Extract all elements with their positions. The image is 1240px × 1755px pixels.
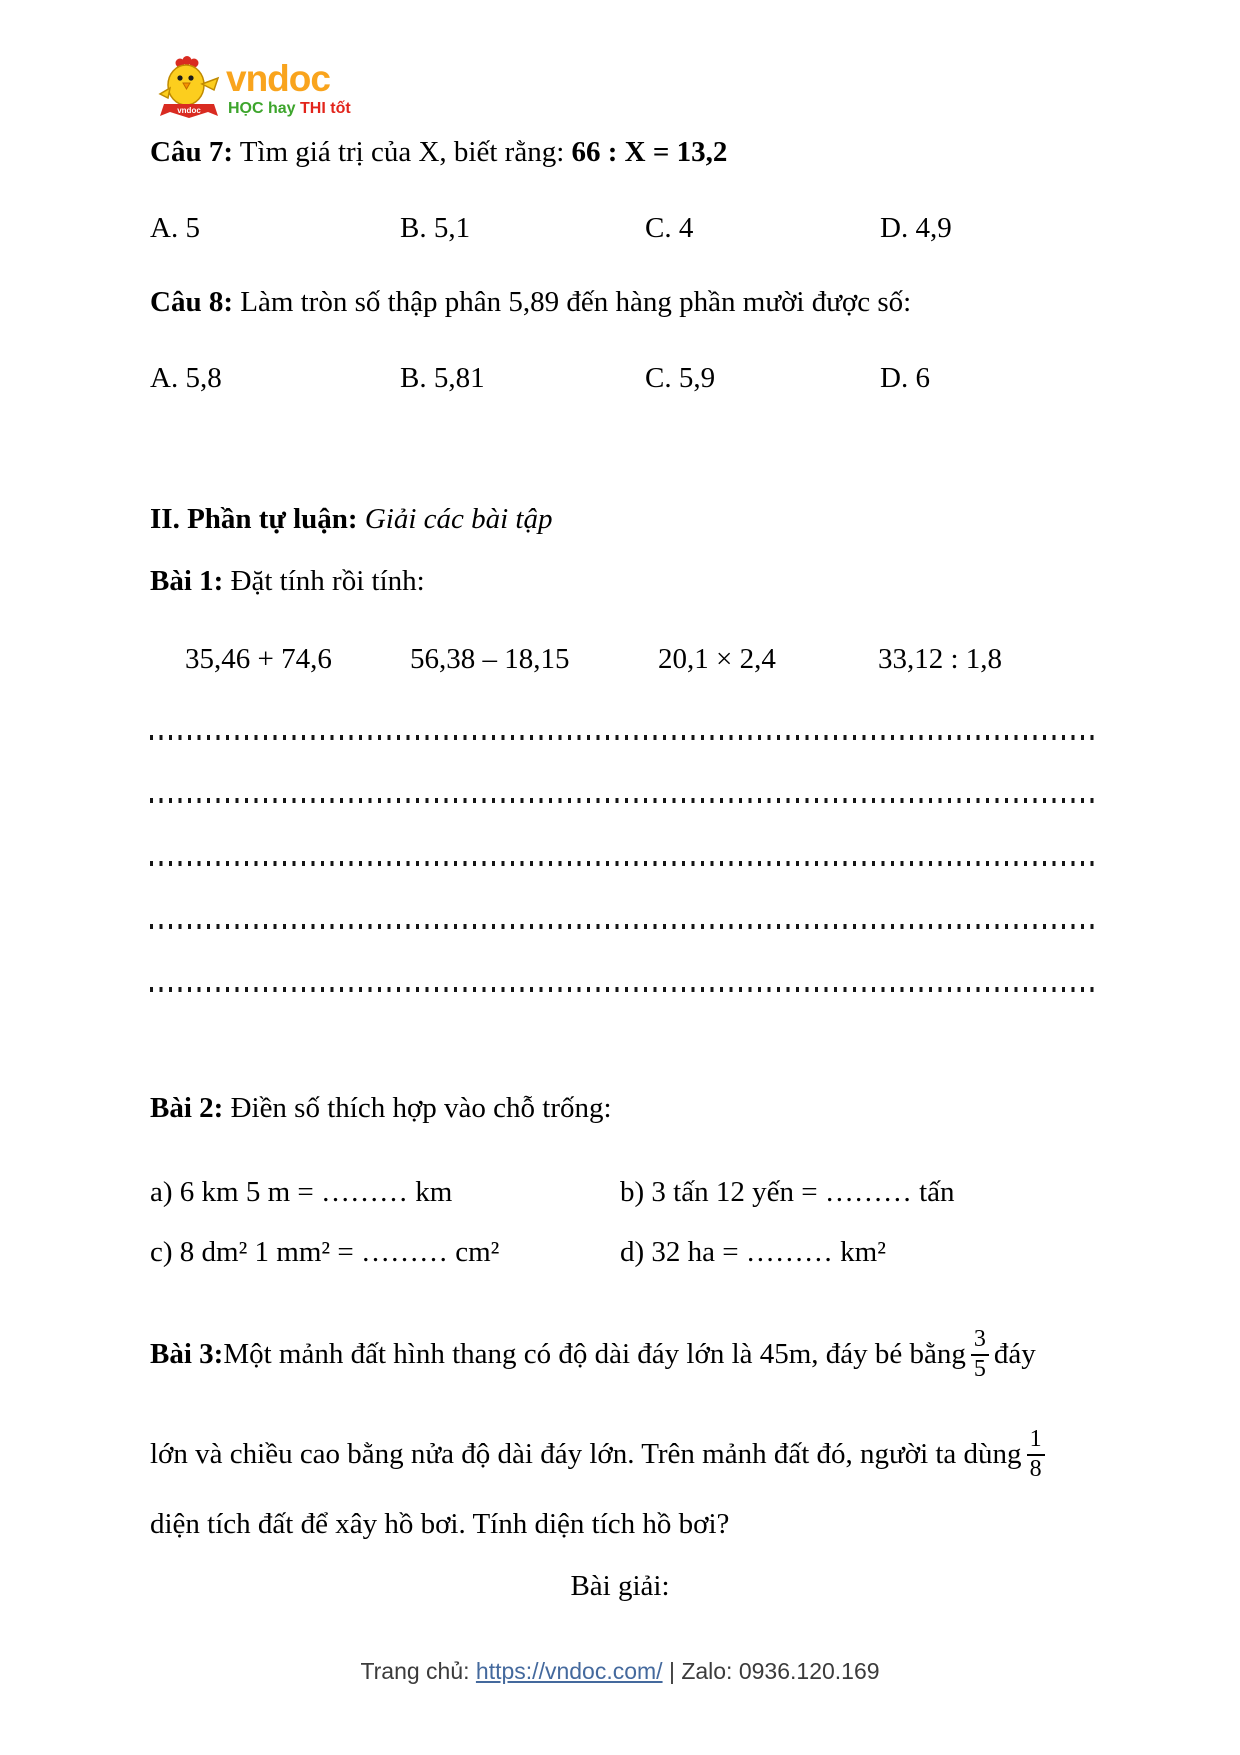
chicken-mascot-icon	[156, 54, 222, 122]
homepage-link[interactable]: https://vndoc.com/	[475, 1658, 663, 1684]
footer-suffix: | Zalo: 0936.120.169	[662, 1658, 880, 1684]
question-8-option-c: C. 5,9	[645, 362, 716, 394]
footer-prefix: Trang chủ:	[360, 1658, 476, 1684]
fraction-three-fifths	[971, 1327, 989, 1383]
question-8-label: Câu 8:	[150, 286, 233, 318]
solution-heading: Bài giải:	[570, 1570, 670, 1602]
tagline-green: HỌC hay	[228, 100, 301, 117]
fraction-numerator: 1	[1027, 1427, 1045, 1456]
fraction-denominator: 5	[973, 1356, 986, 1382]
exercise-2-heading	[150, 1092, 612, 1125]
exercise-3-line-3: diện tích đất để xây hồ bơi. Tính diện tích hồ bơi?	[150, 1508, 730, 1540]
section-2-subtitle: Giải các bài tập	[357, 503, 553, 535]
exercise-3-line-2	[150, 1422, 1050, 1488]
expression-division: 33,12 : 1,8	[878, 643, 1003, 675]
question-7-options-row	[0, 212, 1240, 248]
fraction-one-eighth	[1027, 1427, 1045, 1483]
exercise-3-line-1-text: Một mảnh đất hình thang có độ dài đáy lớn là 45m, đáy bé bằng	[223, 1338, 966, 1371]
answer-dotted-line	[150, 861, 1097, 866]
vndoc-mascot-logo	[156, 54, 222, 122]
question-7-option-a: A. 5	[150, 212, 200, 244]
section-2-heading	[150, 503, 553, 536]
question-7-label: Câu 7:	[150, 136, 233, 168]
question-8-text: Làm tròn số thập phân 5,89 đến hàng phần mười được số:	[232, 286, 912, 318]
question-7-option-b: B. 5,1	[400, 212, 471, 244]
fraction-numerator: 3	[971, 1327, 989, 1356]
question-8-heading	[150, 286, 911, 319]
vndoc-wordmark: vndoc	[226, 58, 330, 99]
question-7-expression: 66 : X = 13,2	[571, 136, 728, 168]
expression-multiplication: 20,1 × 2,4	[658, 643, 776, 675]
exercise-3-line-1	[150, 1322, 1036, 1388]
answer-dotted-line	[150, 798, 1097, 803]
expression-subtraction: 56,38 – 18,15	[410, 643, 570, 675]
exercise-2-row-1	[0, 1176, 1240, 1216]
question-7-heading	[150, 136, 727, 169]
expression-addition: 35,46 + 74,6	[185, 643, 332, 675]
exercise-2-text: Điền số thích hợp vào chỗ trống:	[223, 1092, 612, 1124]
answer-dotted-line	[150, 924, 1097, 929]
exercise-3-line-2-text: lớn và chiều cao bằng nửa độ dài đáy lớn. Trên mảnh đất đó, người ta dùng	[150, 1438, 1022, 1471]
answer-dotted-line	[150, 987, 1097, 992]
fill-blank-item-c: c) 8 dm² 1 mm² = ……… cm²	[150, 1236, 500, 1268]
question-7-text: Tìm giá trị của X, biết rằng:	[232, 136, 572, 168]
exercise-3-label: Bài 3:	[150, 1338, 224, 1371]
exercise-1-label: Bài 1:	[150, 565, 224, 597]
answer-dotted-line	[150, 735, 1097, 740]
question-7-option-c: C. 4	[645, 212, 694, 244]
question-8-option-a: A. 5,8	[150, 362, 222, 394]
exercise-1-heading	[150, 565, 425, 598]
fraction-denominator: 8	[1029, 1456, 1042, 1482]
exercise-3-line-1-tail: đáy	[993, 1338, 1036, 1371]
fill-blank-item-b: b) 3 tấn 12 yến = ……… tấn	[620, 1176, 955, 1208]
vndoc-tagline	[228, 101, 351, 117]
banner-label: vndoc	[177, 106, 201, 115]
exercise-2-row-2	[0, 1236, 1240, 1276]
question-7-option-d: D. 4,9	[880, 212, 952, 244]
tagline-red: THI tốt	[300, 100, 351, 117]
exercise-2-label: Bài 2:	[150, 1092, 224, 1124]
section-2-label: II. Phần tự luận:	[150, 503, 358, 535]
exercise-1-text: Đặt tính rồi tính:	[223, 565, 425, 597]
fill-blank-item-d: d) 32 ha = ……… km²	[620, 1236, 886, 1268]
exercise-1-expressions-row	[0, 643, 1240, 679]
question-8-option-b: B. 5,81	[400, 362, 485, 394]
page-footer	[0, 1658, 1240, 1685]
fill-blank-item-a: a) 6 km 5 m = ……… km	[150, 1176, 453, 1208]
question-8-options-row	[0, 362, 1240, 398]
question-8-option-d: D. 6	[880, 362, 930, 394]
